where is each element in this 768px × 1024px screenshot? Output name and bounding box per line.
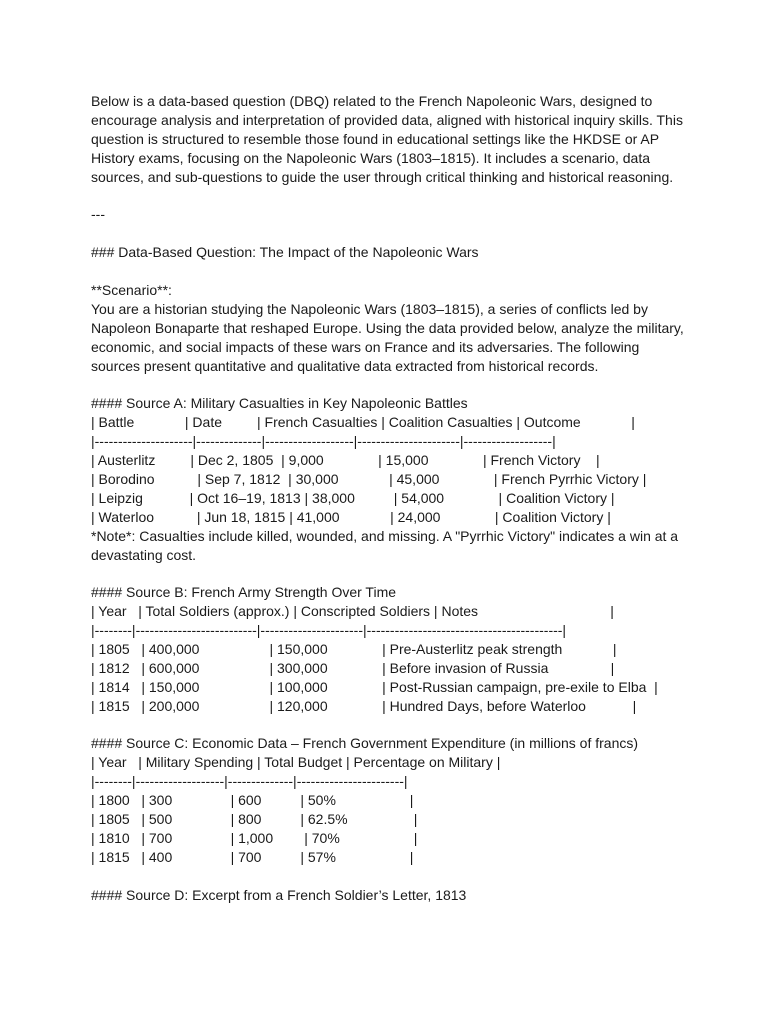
spacer xyxy=(91,867,691,886)
source-b-table-row: | 1814 | 150,000 | 100,000 | Post-Russian campaign, pre-exile to Elba | xyxy=(91,678,658,695)
spacer xyxy=(91,564,691,583)
source-b-table-row: | 1805 | 400,000 | 150,000 | Pre-Austerlitz peak strength | xyxy=(91,641,617,657)
source-b-table-header: | Year | Total Soldiers (approx.) | Conscripted Soldiers | Notes | xyxy=(91,603,614,620)
source-a-table-row: | Austerlitz | Dec 2, 1805 | 9,000 | 15,000 | French Victory | xyxy=(91,452,600,469)
source-b-table-row: | 1815 | 200,000 | 120,000 | Hundred Days, before Waterloo | xyxy=(91,697,637,714)
source-a-table-row: | Leipzig | Oct 16–19, 1813 | 38,000 | 54,000 | Coalition Victory | xyxy=(91,489,615,506)
source-c-table-row: | 1810 | 700 | 1,000 | 70% | xyxy=(91,829,418,846)
scenario-text: You are a historian studying the Napoleonic Wars (1803–1815), a series of conflicts led by Napoleon Bonaparte that reshaped Europe. Using the data provided below, analyze the military, economic, and social impacts of these wars on France and its adversaries. The following sources present quantitative and qualitative data extracted from historical records. xyxy=(91,300,684,374)
source-d-heading: #### Source D: Excerpt from a French Soldier’s Letter, 1813 xyxy=(91,886,467,903)
source-a-heading: #### Source A: Military Casualties in Key Napoleonic Battles xyxy=(91,395,468,412)
source-a-table-row: | Borodino | Sep 7, 1812 | 30,000 | 45,000 | French Pyrrhic Victory | xyxy=(91,470,647,487)
spacer xyxy=(91,187,691,206)
source-b-table-divider: |--------|--------------------------|----------------------|------------------------------------------| xyxy=(91,622,567,639)
spacer xyxy=(91,716,691,735)
spacer xyxy=(91,376,691,395)
source-b-heading: #### Source B: French Army Strength Over Time xyxy=(91,584,397,601)
source-a-table-divider: |---------------------|--------------|-------------------|----------------------|-------------------| xyxy=(91,433,556,450)
spacer xyxy=(91,262,691,281)
source-c-heading: #### Source C: Economic Data – French Government Expenditure (in millions of francs) xyxy=(91,735,639,752)
source-c-table-header: | Year | Military Spending | Total Budget | Percentage on Military | xyxy=(91,754,501,771)
separator: --- xyxy=(91,206,105,223)
source-b-table-row: | 1812 | 600,000 | 300,000 | Before invasion of Russia | xyxy=(91,659,615,676)
document-body xyxy=(91,92,691,904)
source-a-table-row: | Waterloo | Jun 18, 1815 | 41,000 | 24,000 | Coalition Victory | xyxy=(91,508,611,525)
intro-paragraph: Below is a data-based question (DBQ) related to the French Napoleonic Wars, designed to encourage analysis and interpretation of provided data, aligned with historical inquiry skills. This question is structured to resemble those found in educational settings like the HKDSE or AP History exams, focusing on the Napoleonic Wars (1803–1815). It includes a scenario, data sources, and sub-questions to guide the user through critical thinking and historical reasoning. xyxy=(91,93,683,185)
source-a-table-header: | Battle | Date | French Casualties | Coalition Casualties | Outcome | xyxy=(91,414,635,431)
dbq-heading: ### Data-Based Question: The Impact of the Napoleonic Wars xyxy=(91,244,479,261)
source-c-table-row: | 1805 | 500 | 800 | 62.5% | xyxy=(91,811,418,828)
scenario-label: **Scenario**: xyxy=(91,281,172,298)
source-a-note: *Note*: Casualties include killed, wounded, and missing. A "Pyrrhic Victory" indicates a win at a devastating cost. xyxy=(91,527,679,563)
source-c-table-row: | 1800 | 300 | 600 | 50% | xyxy=(91,792,414,809)
spacer xyxy=(91,224,691,243)
source-c-table-divider: |--------|-------------------|--------------|-----------------------| xyxy=(91,773,408,790)
source-c-table-row: | 1815 | 400 | 700 | 57% | xyxy=(91,848,414,865)
